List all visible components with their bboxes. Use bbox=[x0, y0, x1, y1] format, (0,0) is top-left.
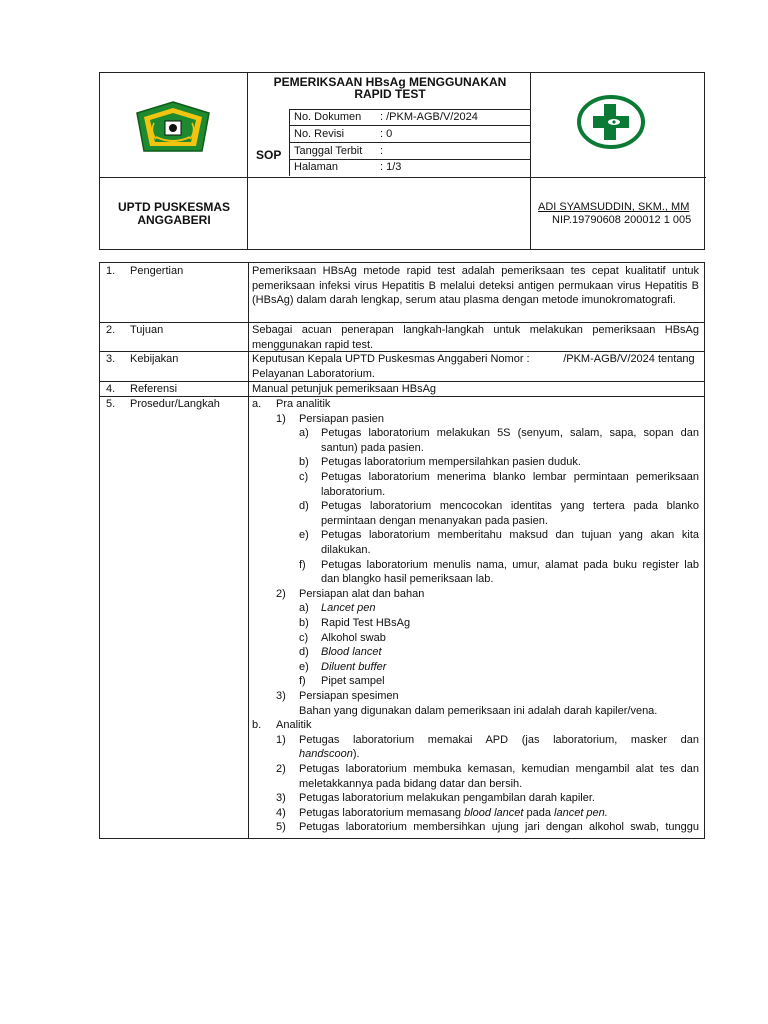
substep-text: Petugas laboratorium menerima blanko lembar permintaan pemeriksaan bbox=[321, 471, 699, 483]
issue-date-value: : bbox=[380, 145, 384, 157]
row-number: 5. bbox=[106, 398, 116, 410]
doc-number-label: No. Dokumen bbox=[294, 111, 362, 123]
substep-text: dilakukan. bbox=[321, 544, 371, 556]
step-marker: 1) bbox=[276, 733, 286, 746]
substep-marker: b) bbox=[299, 456, 309, 469]
material-item: Rapid Test HBsAg bbox=[321, 617, 411, 629]
row-number: 4. bbox=[106, 383, 116, 395]
step-text: handscoon). bbox=[299, 748, 360, 761]
header-divider bbox=[289, 159, 530, 160]
material-item: Pipet sampel bbox=[321, 675, 385, 688]
material-marker: b) bbox=[299, 617, 309, 629]
kebijakan-text-line1: Keputusan Kepala UPTD Puskesmas Anggaberi Nomor : /PKM-AGB/V/2024 tentang bbox=[252, 353, 695, 365]
material-marker: f) bbox=[299, 675, 306, 688]
material-marker: c) bbox=[299, 631, 309, 644]
signer-block bbox=[538, 201, 691, 227]
row-label-pengertian: Pengertian bbox=[130, 265, 184, 277]
step-text: Petugas laboratorium melakukan pengambilan darah kapiler. bbox=[299, 792, 595, 805]
signer-nip: NIP.19790608 200012 1 005 bbox=[552, 214, 692, 226]
header-divider bbox=[530, 73, 531, 249]
substep-text: dan blangko hasil pemeriksaan lab. bbox=[321, 573, 494, 586]
referensi-text: Manual petunjuk pemeriksaan HBsAg bbox=[252, 383, 437, 395]
step-text: Petugas laboratorium memakai APD (jas laboratorium, masker dan bbox=[299, 733, 699, 746]
kebijakan-text-line2: Pelayanan Laboratorium. bbox=[252, 367, 375, 380]
substep-marker: f) bbox=[299, 558, 306, 571]
row-label-tujuan: Tujuan bbox=[130, 324, 164, 336]
row-label-referensi: Referensi bbox=[130, 383, 178, 395]
pengertian-text: Pemeriksaan HBsAg metode rapid test adalah pemeriksaan tes cepat kualitatif untuk pemeriksaan infeksi virus Hepatitis B melalui deteksi antigen permukaan virus Hepatitis B (HBsAg) dalam darah lengkap, serum atau plasma dengan metode imunokromatografi. bbox=[252, 265, 699, 307]
substep-marker: e) bbox=[299, 529, 309, 542]
doc-number-value: : /PKM-AGB/V/2024 bbox=[380, 111, 478, 123]
puskesmas-logo-icon bbox=[577, 95, 645, 149]
sop-header-table bbox=[99, 72, 705, 250]
section-b-title: Analitik bbox=[276, 719, 312, 732]
step-text: Petugas laboratorium membuka kemasan, kemudian mengambil alat tes dan bbox=[299, 763, 699, 775]
material-item: Diluent buffer bbox=[321, 660, 387, 673]
step-text: Bahan yang digunakan dalam pemeriksaan ini adalah darah kapiler/vena. bbox=[299, 704, 658, 717]
sop-label: SOP bbox=[256, 148, 282, 162]
material-item: Alkohol swab bbox=[321, 631, 386, 644]
substep-text: Petugas laboratorium melakukan 5S (senyum, salam, sapa, sopan dan bbox=[321, 427, 699, 440]
substep-text: laboratorium. bbox=[321, 485, 386, 498]
section-a-title: Pra analitik bbox=[276, 398, 331, 410]
step-marker: 5) bbox=[276, 821, 286, 834]
document-title: PEMERIKSAAN HBsAg MENGGUNAKAN RAPID TEST bbox=[273, 75, 507, 101]
kemenkes-logo-icon bbox=[136, 101, 210, 153]
material-item: Blood lancet bbox=[321, 646, 382, 659]
substep-text: permintaan dengan menanyakan pada pasien. bbox=[321, 514, 548, 527]
tujuan-text: Sebagai acuan penerapan langkah-langkah untuk melakukan pemeriksaan HBsAg menggunakan rapid test. bbox=[252, 324, 699, 351]
substep-text: santun) pada pasien. bbox=[321, 441, 424, 454]
section-b-marker: b. bbox=[252, 719, 262, 732]
revision-label: No. Revisi bbox=[294, 128, 345, 140]
row-number: 2. bbox=[106, 324, 116, 336]
row-number: 1. bbox=[106, 265, 116, 277]
revision-value: : 0 bbox=[380, 128, 393, 140]
header-divider bbox=[289, 142, 530, 143]
substep-text: Petugas laboratorium menulis nama, umur, alamat pada buku register lab bbox=[321, 558, 699, 571]
step-title: Persiapan pasien bbox=[299, 412, 385, 425]
substep-text: Petugas laboratorium mempersilahkan pasien duduk. bbox=[321, 456, 581, 469]
row-label-prosedur: Prosedur/Langkah bbox=[130, 398, 220, 410]
page-label: Halaman bbox=[294, 161, 339, 173]
step-marker: 3) bbox=[276, 690, 286, 702]
step-text: Petugas laboratorium memasang blood lancet pada lancet pen. bbox=[299, 806, 608, 819]
step-marker: 1) bbox=[276, 412, 286, 425]
step-marker: 2) bbox=[276, 587, 286, 600]
substep-marker: a) bbox=[299, 427, 309, 440]
column-divider bbox=[248, 263, 249, 838]
step-marker: 3) bbox=[276, 792, 286, 805]
row-number: 3. bbox=[106, 353, 116, 365]
step-text: Petugas laboratorium membersihkan ujung jari dengan alkohol swab, tunggu bbox=[299, 821, 699, 834]
sop-content-table bbox=[99, 262, 705, 839]
step-title: Persiapan spesimen bbox=[299, 690, 399, 702]
row-label-kebijakan: Kebijakan bbox=[130, 353, 179, 365]
step-text: meletakkannya pada bidang datar dan bersih. bbox=[299, 777, 523, 790]
header-divider bbox=[289, 109, 530, 110]
step-marker: 2) bbox=[276, 763, 286, 775]
issue-date-label: Tanggal Terbit bbox=[294, 145, 363, 157]
signer-name: ADI SYAMSUDDIN, SKM., MM bbox=[538, 201, 690, 213]
section-a-marker: a. bbox=[252, 398, 262, 410]
substep-text: Petugas laboratorium memberitahu maksud dan tujuan yang akan kita bbox=[321, 529, 699, 542]
substep-marker: c) bbox=[299, 471, 309, 483]
material-marker: d) bbox=[299, 646, 309, 659]
substep-marker: d) bbox=[299, 500, 309, 513]
material-item: Lancet pen bbox=[321, 602, 376, 615]
step-title: Persiapan alat dan bahan bbox=[299, 587, 425, 600]
material-marker: a) bbox=[299, 602, 309, 615]
page-value: : 1/3 bbox=[380, 161, 402, 173]
substep-text: Petugas laboratorium mencocokan identitas yang tertera pada blanko bbox=[321, 500, 699, 513]
material-marker: e) bbox=[299, 660, 309, 673]
step-marker: 4) bbox=[276, 806, 286, 819]
header-divider bbox=[289, 125, 530, 126]
header-divider bbox=[100, 177, 706, 178]
organization-name: UPTD PUSKESMAS ANGGABERI bbox=[117, 200, 230, 227]
